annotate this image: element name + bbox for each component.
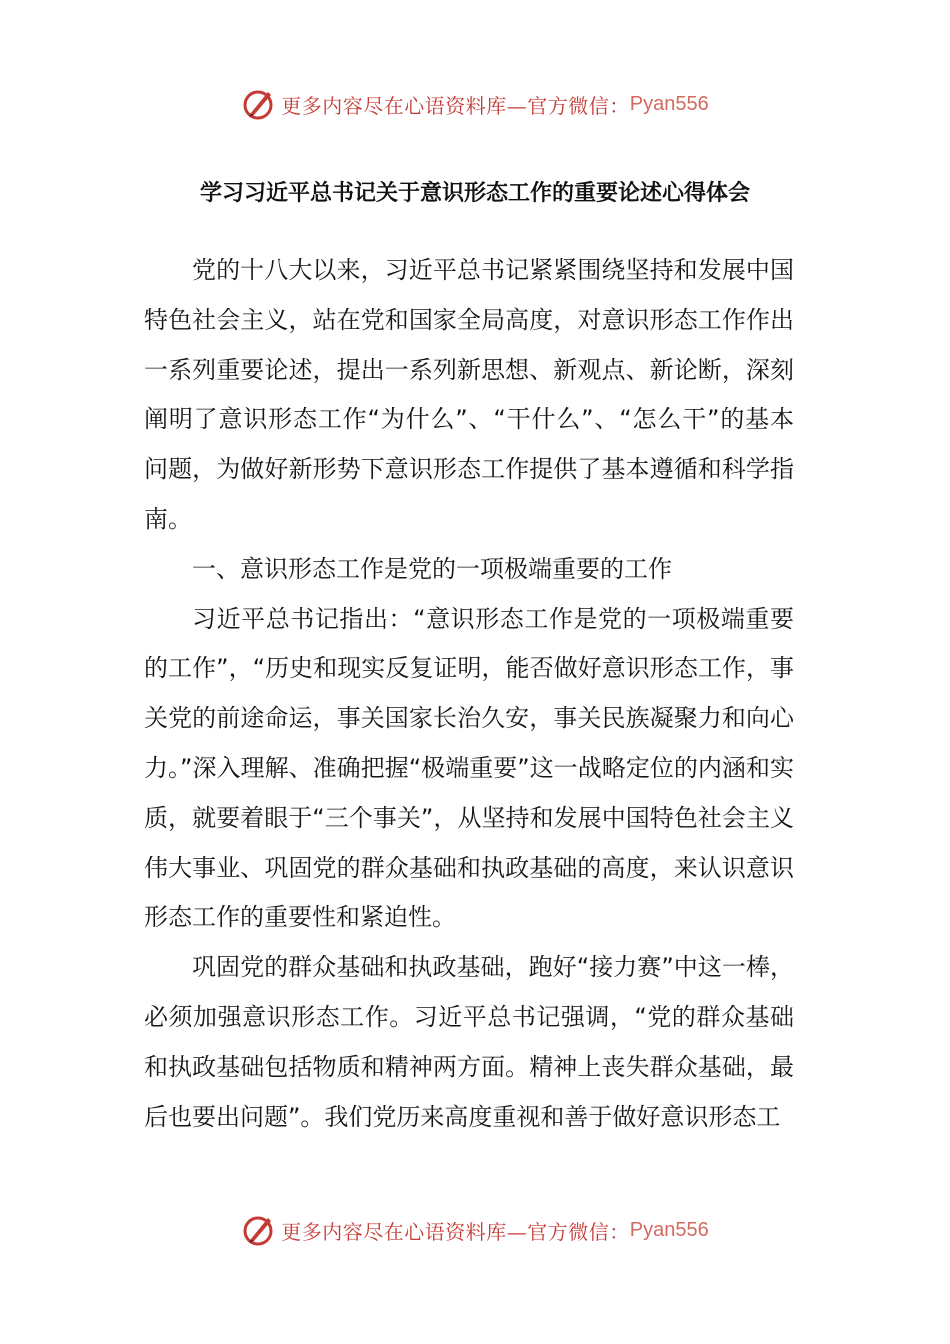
- pen-circle-logo-icon: [241, 1212, 277, 1248]
- pen-circle-logo-icon: [241, 86, 277, 122]
- banner-text: 更多内容尽在心语资料库—官方微信：: [281, 1219, 630, 1244]
- document-body: [144, 246, 794, 1142]
- section-heading: 一、意识形态工作是党的一项极端重要的工作: [192, 554, 672, 583]
- paragraph: 巩固党的群众基础和执政基础，跑好“接力赛”中这一棒，必须加强意识形态工作。习近平总书记强调，“党的群众基础和执政基础包括物质和精神两方面。精神上丧失群众基础，最后也要出问题”。我们党历来高度重视和善于做好意识形态工: [144, 953, 794, 1131]
- banner-wechat-id: Pyan556: [629, 92, 709, 115]
- banner-wechat-id: Pyan556: [629, 1218, 709, 1241]
- document-title: 学习习近平总书记关于意识形态工作的重要论述心得体会: [199, 181, 750, 206]
- banner-text: 更多内容尽在心语资料库—官方微信：: [281, 93, 630, 118]
- paragraph: 党的十八大以来，习近平总书记紧紧围绕坚持和发展中国特色社会主义，站在党和国家全局高度，对意识形态工作作出一系列重要论述，提出一系列新思想、新观点、新论断，深刻阐明了意识形态工作“为什么”、“干什么”、“怎么干”的基本问题，为做好新形势下意识形态工作提供了基本遵循和科学指南。: [144, 256, 794, 533]
- footer-banner: [0, 1210, 950, 1250]
- paragraph: 习近平总书记指出：“意识形态工作是党的一项极端重要的工作”，“历史和现实反复证明，能否做好意识形态工作，事关党的前途命运，事关国家长治久安，事关民族凝聚力和向心力。”深入理解、准确把握“极端重要”这一战略定位的内涵和实质，就要着眼于“三个事关”，从坚持和发展中国特色社会主义伟大事业、巩固党的群众基础和执政基础的高度，来认识意识形态工作的重要性和紧迫性。: [144, 604, 794, 932]
- header-banner: [0, 84, 950, 124]
